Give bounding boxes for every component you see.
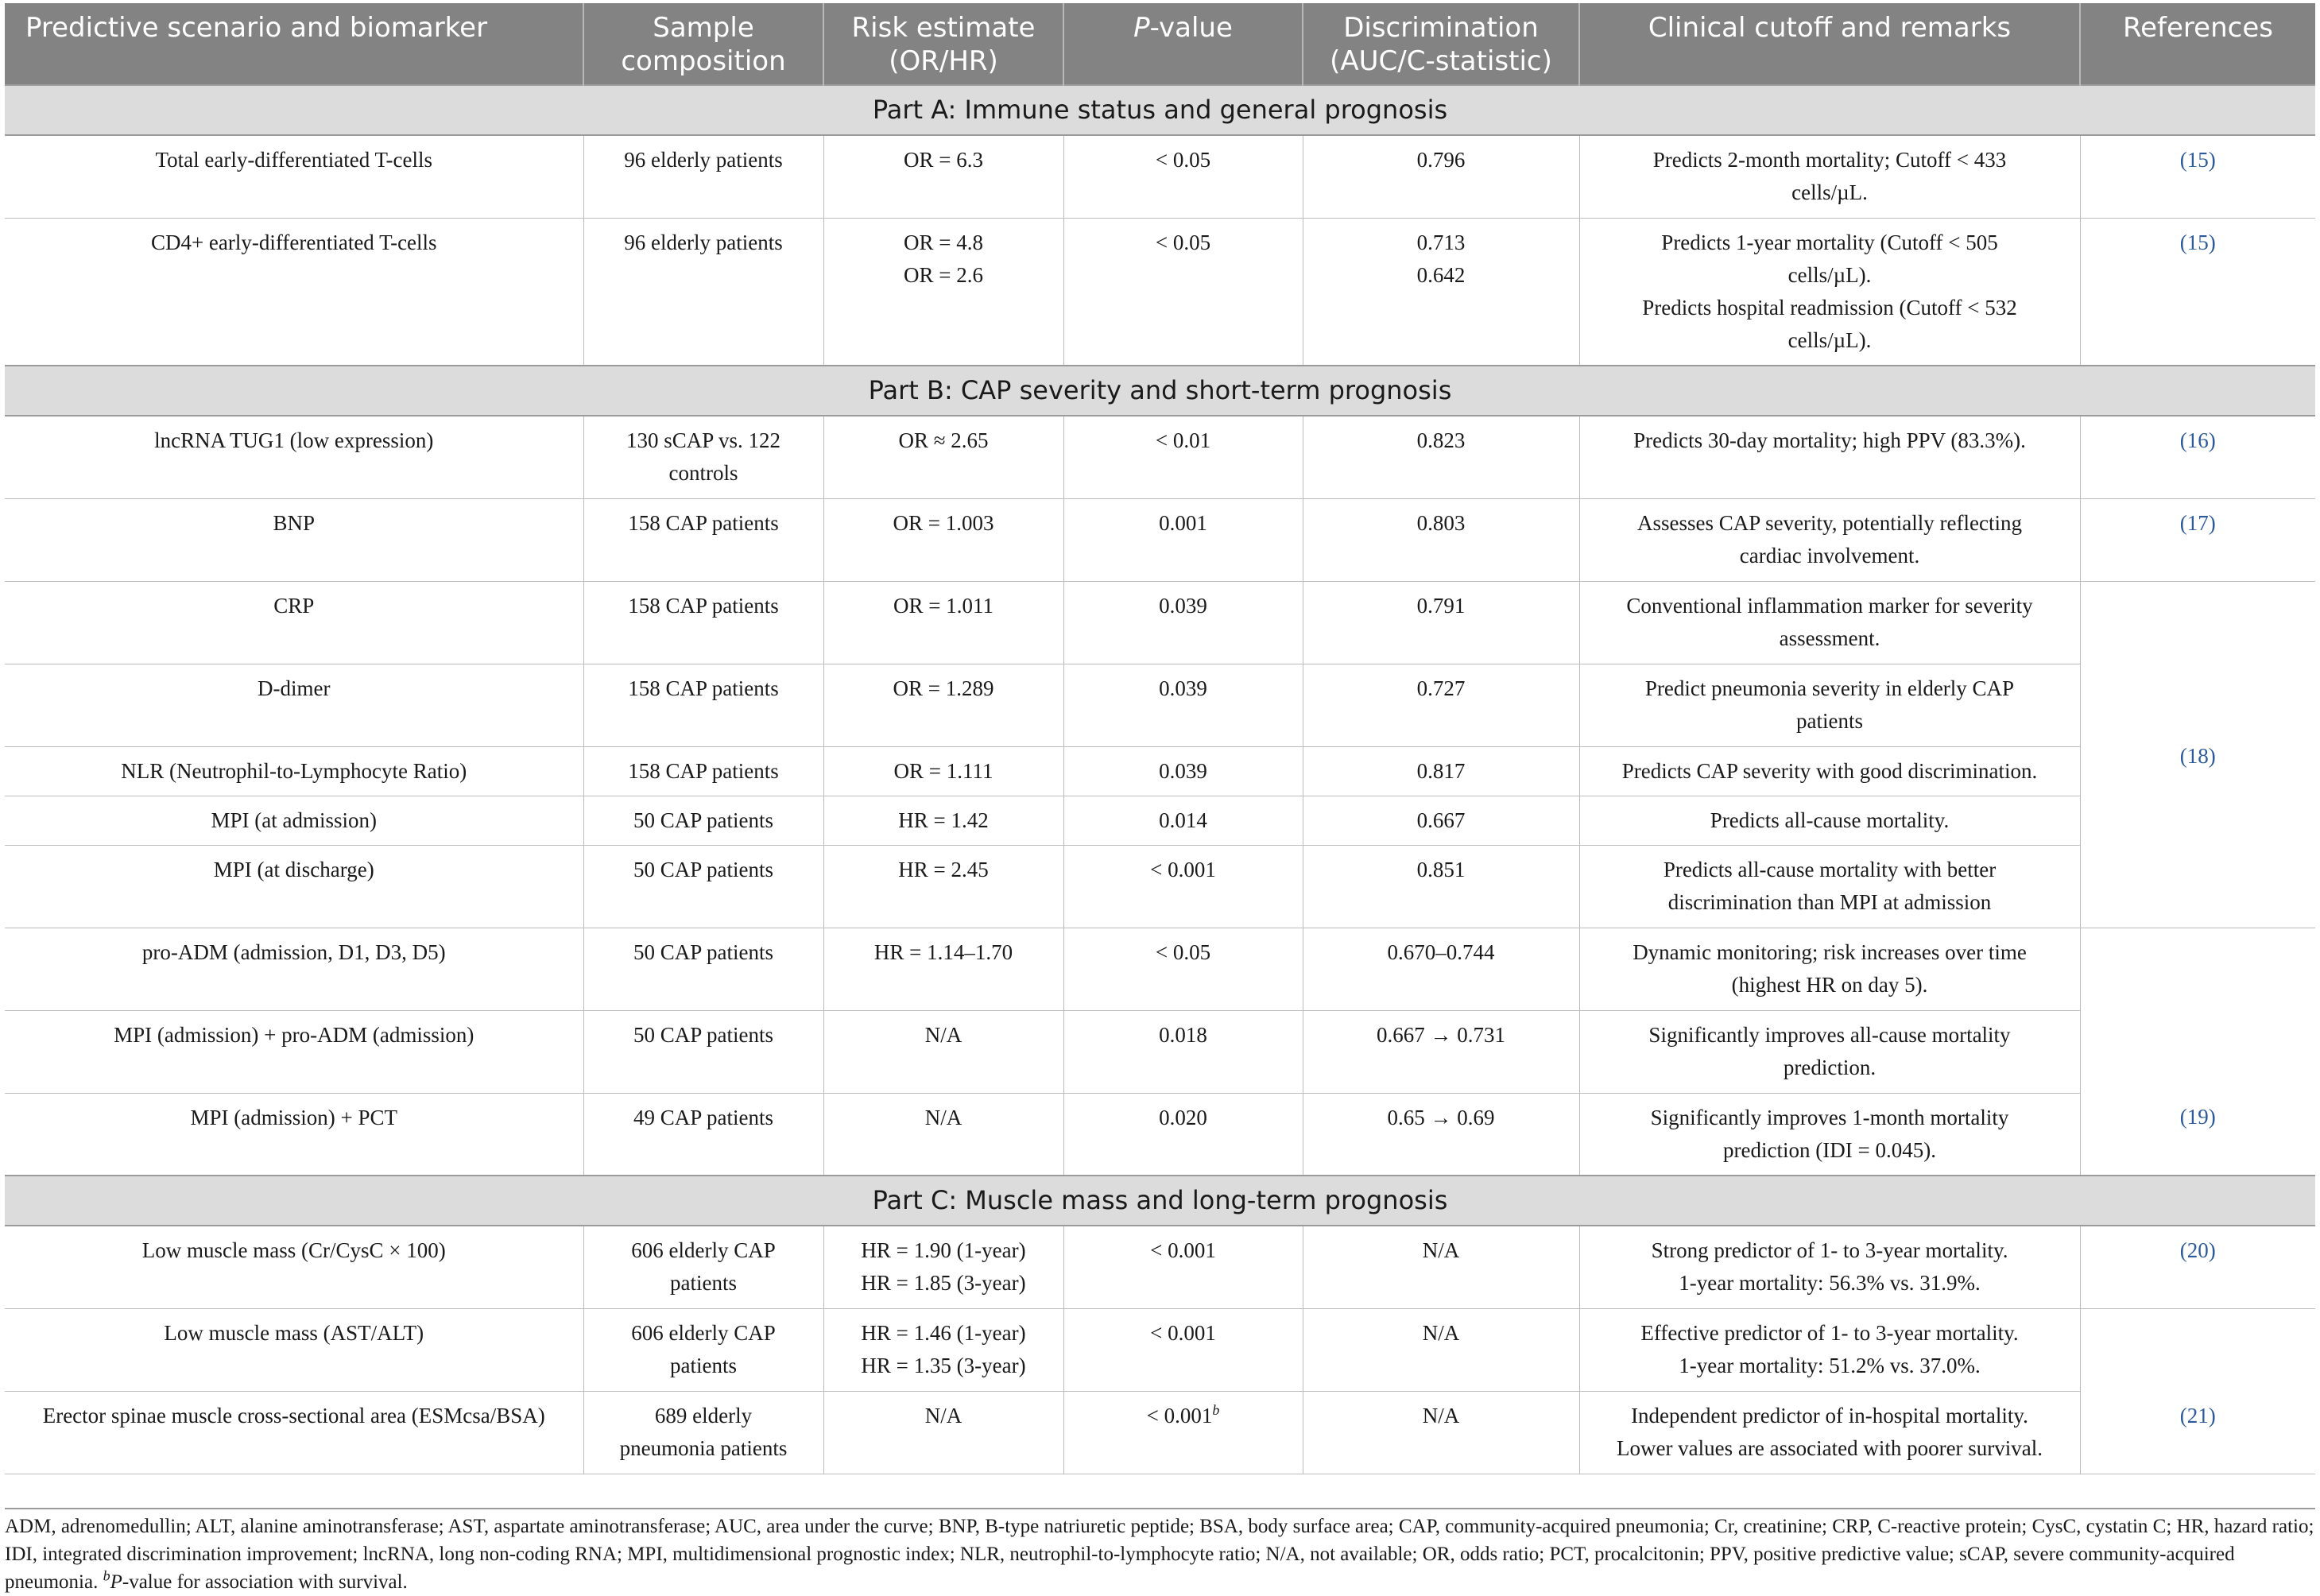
cell-ref [2080, 928, 2315, 1176]
cell-sample: 606 elderly CAP patients [583, 1308, 823, 1391]
part-b-label: Part B: CAP severity and short-term prognosis [5, 366, 2315, 416]
cell-auc: 0.803 [1303, 498, 1579, 581]
cell-risk: OR = 4.8 OR = 2.6 [823, 218, 1063, 366]
biomarker-table [5, 3, 2315, 1474]
cell-risk: OR = 1.003 [823, 498, 1063, 581]
cell-remarks: Predicts all-cause mortality. [1579, 796, 2080, 845]
cell-ref [2080, 416, 2315, 498]
cell-remarks: Predicts 2-month mortality; Cutoff < 433 cells/µL. [1579, 135, 2080, 218]
footnote-abbreviations: ADM, adrenomedullin; ALT, alanine aminotransferase; AST, aspartate aminotransferase; AUC, area under the curve; BNP, B-type natriuretic peptide; BSA, body surface area; CAP, community-acquired pneumonia; Cr, creatinine; CRP, C-reactive protein; CysC, cystatin C; HR, hazard ratio; IDI, integrated discrimination improvement; lncRNA, long non-coding RNA; MPI, multidimensional prognostic index; NLR, neutrophil-to-lymphocyte ratio; N/A, not available; OR, odds ratio; PCT, procalcitonin; PPV, positive predictive value; sCAP, severe community-acquired pneumonia. [5, 1516, 2314, 1593]
cell-biomarker: CRP [5, 581, 583, 664]
cell-sample: 158 CAP patients [583, 664, 823, 746]
table-row [5, 928, 2315, 1010]
cell-remarks: Predicts 30-day mortality; high PPV (83.3%). [1579, 416, 2080, 498]
reference-link[interactable]: (17) [2179, 510, 2216, 535]
table-row [5, 135, 2315, 218]
cell-sample: 50 CAP patients [583, 928, 823, 1010]
cell-remarks: Dynamic monitoring; risk increases over time (highest HR on day 5). [1579, 928, 2080, 1010]
table-row [5, 1010, 2315, 1093]
cell-auc: 0.817 [1303, 746, 1579, 796]
cell-auc: 0.727 [1303, 664, 1579, 746]
cell-remarks: Effective predictor of 1- to 3-year mortality. 1-year mortality: 51.2% vs. 37.0%. [1579, 1308, 2080, 1391]
cell-ref [2080, 1226, 2315, 1308]
table-row [5, 746, 2315, 796]
cell-sample: 50 CAP patients [583, 796, 823, 845]
part-a-label: Part A: Immune status and general prognosis [5, 85, 2315, 135]
table-row [5, 796, 2315, 845]
cell-auc: 0.713 0.642 [1303, 218, 1579, 366]
table-container [5, 3, 2315, 1474]
cell-biomarker: MPI (at admission) [5, 796, 583, 845]
cell-remarks: Independent predictor of in-hospital mortality. Lower values are associated with poorer survival. [1579, 1391, 2080, 1474]
cell-remarks: Predict pneumonia severity in elderly CAP patients [1579, 664, 2080, 746]
cell-p: < 0.05 [1063, 218, 1303, 366]
reference-link[interactable]: (21) [2179, 1403, 2216, 1427]
cell-risk: N/A [823, 1391, 1063, 1474]
table-row [5, 1308, 2315, 1391]
part-b-row [5, 366, 2315, 416]
reference-link[interactable]: (20) [2179, 1238, 2216, 1262]
cell-auc: N/A [1303, 1308, 1579, 1391]
cell-ref [2080, 581, 2315, 928]
cell-biomarker: NLR (Neutrophil-to-Lymphocyte Ratio) [5, 746, 583, 796]
cell-risk: OR ≈ 2.65 [823, 416, 1063, 498]
cell-biomarker: MPI (admission) + PCT [5, 1093, 583, 1176]
cell-remarks: Predicts 1-year mortality (Cutoff < 505 cells/µL). Predicts hospital readmission (Cutoff < 532 cells/µL). [1579, 218, 2080, 366]
cell-sample: 158 CAP patients [583, 498, 823, 581]
cell-biomarker: Low muscle mass (AST/ALT) [5, 1308, 583, 1391]
cell-p: 0.014 [1063, 796, 1303, 845]
part-c-label: Part C: Muscle mass and long-term prognosis [5, 1176, 2315, 1226]
cell-auc: 0.851 [1303, 845, 1579, 928]
reference-link[interactable]: (16) [2179, 428, 2216, 452]
table-row [5, 416, 2315, 498]
table-row [5, 498, 2315, 581]
cell-auc: 0.65 → 0.69 [1303, 1093, 1579, 1176]
cell-remarks: Significantly improves all-cause mortality prediction. [1579, 1010, 2080, 1093]
header-discrimination: Discrimination (AUC/C-statistic) [1303, 3, 1579, 85]
cell-sample: 50 CAP patients [583, 1010, 823, 1093]
cell-remarks: Predicts CAP severity with good discrimination. [1579, 746, 2080, 796]
cell-risk: N/A [823, 1010, 1063, 1093]
cell-p: < 0.05 [1063, 928, 1303, 1010]
cell-auc: 0.670–0.744 [1303, 928, 1579, 1010]
cell-p: < 0.001 [1063, 1308, 1303, 1391]
cell-biomarker: BNP [5, 498, 583, 581]
cell-sample: 49 CAP patients [583, 1093, 823, 1176]
cell-remarks: Conventional inflammation marker for severity assessment. [1579, 581, 2080, 664]
cell-remarks: Predicts all-cause mortality with better discrimination than MPI at admission [1579, 845, 2080, 928]
cell-sample: 130 sCAP vs. 122 controls [583, 416, 823, 498]
cell-risk: HR = 1.90 (1-year) HR = 1.85 (3-year) [823, 1226, 1063, 1308]
cell-remarks: Strong predictor of 1- to 3-year mortality. 1-year mortality: 56.3% vs. 31.9%. [1579, 1226, 2080, 1308]
table-row [5, 1093, 2315, 1176]
cell-biomarker: lncRNA TUG1 (low expression) [5, 416, 583, 498]
reference-link[interactable]: (15) [2179, 230, 2216, 254]
cell-risk: OR = 6.3 [823, 135, 1063, 218]
cell-auc: N/A [1303, 1391, 1579, 1474]
cell-sample: 50 CAP patients [583, 845, 823, 928]
cell-biomarker: CD4+ early-differentiated T-cells [5, 218, 583, 366]
table-row [5, 664, 2315, 746]
header-remarks: Clinical cutoff and remarks [1579, 3, 2080, 85]
header-references: References [2080, 3, 2315, 85]
table-footnote: ADM, adrenomedullin; ALT, alanine aminotransferase; AST, aspartate aminotransferase; AUC, area under the curve; BNP, B-type natriuretic peptide; BSA, body surface area; CAP, community-acquired pneumonia; Cr, creatinine; CRP, C-reactive protein; CysC, cystatin C; HR, hazard ratio; IDI, integrated discrimination improvement; lncRNA, long non-coding RNA; MPI, multidimensional prognostic index; NLR, neutrophil-to-lymphocyte ratio; N/A, not available; OR, odds ratio; PCT, procalcitonin; PPV, positive predictive value; sCAP, severe community-acquired pneumonia. $^b$P-value for association with survival. [5, 1508, 2315, 1596]
cell-sample: 158 CAP patients [583, 581, 823, 664]
cell-biomarker: Low muscle mass (Cr/CysC × 100) [5, 1226, 583, 1308]
header-biomarker: Predictive scenario and biomarker [5, 3, 583, 85]
cell-sample: 158 CAP patients [583, 746, 823, 796]
table-row [5, 218, 2315, 366]
cell-biomarker: MPI (admission) + pro-ADM (admission) [5, 1010, 583, 1093]
table-row [5, 845, 2315, 928]
cell-auc: 0.667 → 0.731 [1303, 1010, 1579, 1093]
cell-risk: HR = 1.14–1.70 [823, 928, 1063, 1010]
cell-auc: N/A [1303, 1226, 1579, 1308]
cell-p: < 0.001$^b$ [1063, 1391, 1303, 1474]
cell-p: < 0.001 [1063, 1226, 1303, 1308]
cell-risk: OR = 1.011 [823, 581, 1063, 664]
cell-ref [2080, 135, 2315, 218]
table-row [5, 1226, 2315, 1308]
table-row [5, 1391, 2315, 1474]
cell-biomarker: pro-ADM (admission, D1, D3, D5) [5, 928, 583, 1010]
reference-link[interactable]: (19) [2179, 1105, 2216, 1129]
part-c-row [5, 1176, 2315, 1226]
cell-risk: HR = 2.45 [823, 845, 1063, 928]
cell-p: 0.039 [1063, 664, 1303, 746]
cell-ref [2080, 1308, 2315, 1474]
cell-p: 0.001 [1063, 498, 1303, 581]
cell-risk: OR = 1.289 [823, 664, 1063, 746]
table-row [5, 581, 2315, 664]
cell-biomarker: D-dimer [5, 664, 583, 746]
cell-risk: HR = 1.46 (1-year) HR = 1.35 (3-year) [823, 1308, 1063, 1391]
cell-auc: 0.667 [1303, 796, 1579, 845]
cell-auc: 0.791 [1303, 581, 1579, 664]
cell-sample: 96 elderly patients [583, 218, 823, 366]
cell-auc: 0.796 [1303, 135, 1579, 218]
header-sample: Sample composition [583, 3, 823, 85]
reference-link[interactable]: (18) [2179, 743, 2216, 768]
cell-biomarker: Erector spinae muscle cross-sectional area (ESMcsa/BSA) [5, 1391, 583, 1474]
cell-p: < 0.01 [1063, 416, 1303, 498]
cell-p: 0.039 [1063, 746, 1303, 796]
cell-sample: 606 elderly CAP patients [583, 1226, 823, 1308]
cell-remarks: Significantly improves 1-month mortality prediction (IDI = 0.045). [1579, 1093, 2080, 1176]
cell-p: 0.018 [1063, 1010, 1303, 1093]
part-a-row [5, 85, 2315, 135]
cell-sample: 689 elderly pneumonia patients [583, 1391, 823, 1474]
cell-risk: N/A [823, 1093, 1063, 1176]
cell-risk: HR = 1.42 [823, 796, 1063, 845]
reference-link[interactable]: (15) [2179, 148, 2216, 172]
header-p-value: P-value [1063, 3, 1303, 85]
header-risk: Risk estimate (OR/HR) [823, 3, 1063, 85]
cell-biomarker: MPI (at discharge) [5, 845, 583, 928]
cell-biomarker: Total early-differentiated T-cells [5, 135, 583, 218]
cell-p: 0.020 [1063, 1093, 1303, 1176]
cell-remarks: Assesses CAP severity, potentially reflecting cardiac involvement. [1579, 498, 2080, 581]
cell-ref [2080, 218, 2315, 366]
cell-p: < 0.05 [1063, 135, 1303, 218]
cell-ref [2080, 498, 2315, 581]
cell-sample: 96 elderly patients [583, 135, 823, 218]
cell-risk: OR = 1.111 [823, 746, 1063, 796]
cell-p: 0.039 [1063, 581, 1303, 664]
cell-p: < 0.001 [1063, 845, 1303, 928]
cell-auc: 0.823 [1303, 416, 1579, 498]
header-row [5, 3, 2315, 85]
